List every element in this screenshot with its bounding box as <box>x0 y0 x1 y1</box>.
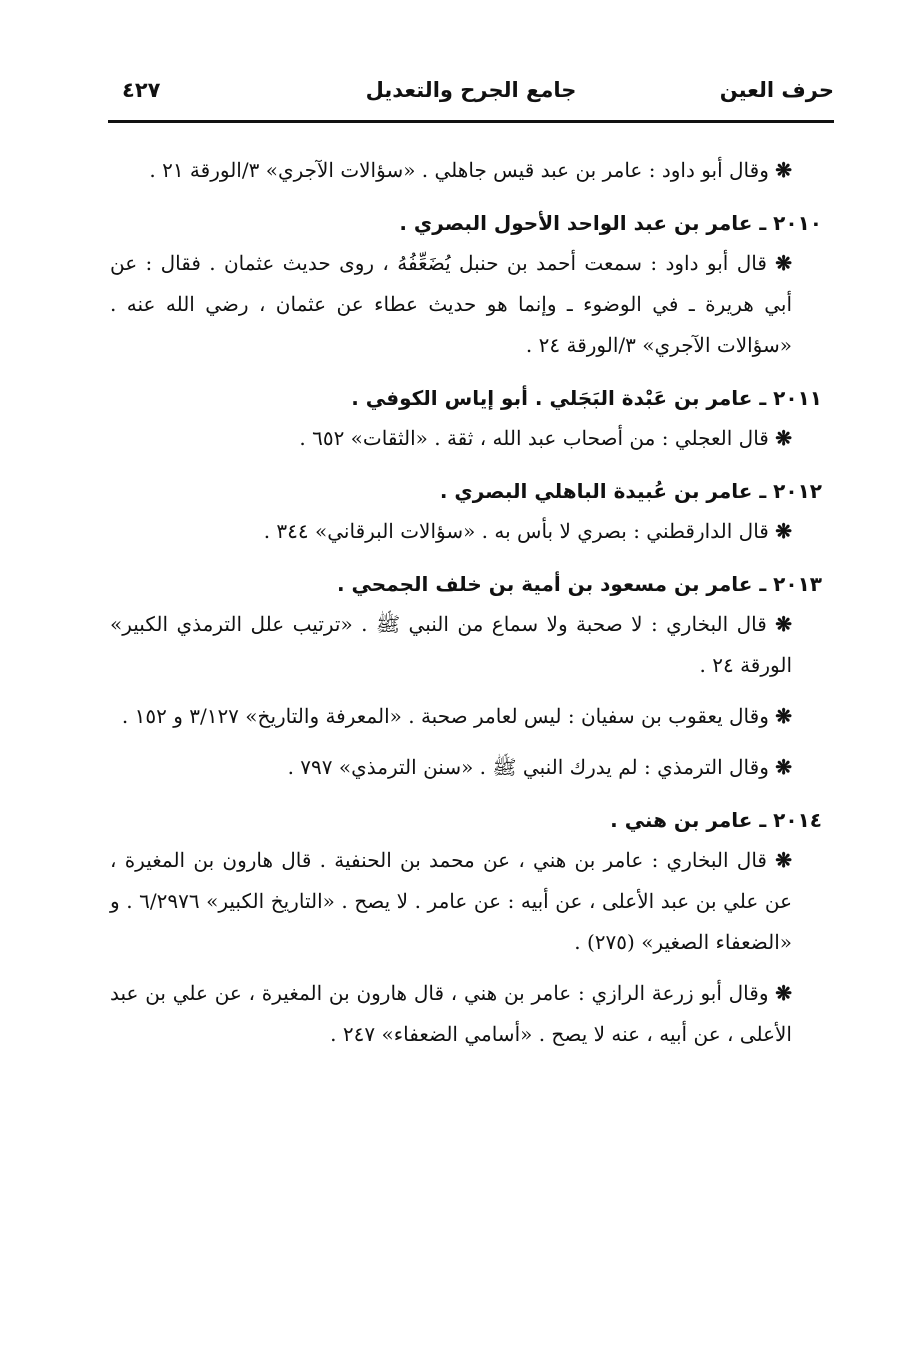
entry-paragraph <box>110 604 822 686</box>
bullet-star-icon: ❋ <box>775 755 792 779</box>
entry-paragraph <box>110 243 822 366</box>
paragraph-text: قال الدارقطني : بصري لا بأس به . «سؤالات البرقاني» ٣٤٤ . <box>263 519 769 543</box>
bullet-star-icon: ❋ <box>775 251 792 275</box>
bullet-star-icon: ❋ <box>775 519 792 543</box>
bullet-star-icon: ❋ <box>775 848 792 872</box>
entry-paragraph <box>110 696 822 737</box>
bullet-star-icon: ❋ <box>775 158 792 182</box>
bullet-star-icon: ❋ <box>775 426 792 450</box>
entry-paragraph <box>110 840 822 963</box>
bullet-star-icon: ❋ <box>775 704 792 728</box>
page-body <box>110 150 822 1065</box>
entry-title: ٢٠١٤ ـ عامر بن هني . <box>610 808 822 832</box>
bullet-star-icon: ❋ <box>775 981 793 1005</box>
entry-paragraph <box>110 973 822 1055</box>
paragraph-text: قال البخاري : لا صحبة ولا سماع من النبي ﷺ . «ترتيب علل الترمذي الكبير» الورقة ٢٤ . <box>110 612 792 677</box>
paragraph-text: قال البخاري : عامر بن هني ، عن محمد بن الحنفية . قال هارون بن المغيرة ، عن علي بن عبد الأعلى ، عن أبيه : عن عامر . لا يصح . «التاريخ الكبير» ٦/٢٩٧٦ . و «الضعفاء الصغير» (٢٧٥) . <box>110 848 793 954</box>
bullet-star-icon: ❋ <box>775 612 793 636</box>
entry-paragraph <box>110 418 822 459</box>
page-number: ٤٢٧ <box>122 78 161 102</box>
entry-title: ٢٠١٣ ـ عامر بن مسعود بن أمية بن خلف الجمحي . <box>337 572 822 596</box>
entry-2010 <box>110 203 822 366</box>
entry-2014 <box>110 800 822 1055</box>
entry-paragraph <box>110 511 822 552</box>
entry-2013 <box>110 564 822 788</box>
entry-paragraph <box>110 747 822 788</box>
paragraph-text: وقال يعقوب بن سفيان : ليس لعامر صحبة . «المعرفة والتاريخ» ٣/١٢٧ و ١٥٢ . <box>121 704 769 728</box>
entry-title: ٢٠١١ ـ عامر بن عَبْدة البَجَلي . أبو إياس الكوفي . <box>351 386 822 410</box>
header-rule <box>108 120 834 123</box>
entry-title: ٢٠١٠ ـ عامر بن عبد الواحد الأحول البصري . <box>399 211 822 235</box>
entry-2011 <box>110 378 822 459</box>
paragraph-text: قال أبو داود : سمعت أحمد بن حنبل يُضَعِّفُهُ ، روى حديث عثمان . فقال : عن أبي هريرة ـ في الوضوء ـ وإنما هو حديث عطاء عن عثمان ، رضي الله عنه . «سؤالات الآجري» ٣/الورقة ٢٤ . <box>110 251 792 357</box>
paragraph-text: وقال الترمذي : لم يدرك النبي ﷺ . «سنن الترمذي» ٧٩٧ . <box>287 755 769 779</box>
paragraph-text: وقال أبو داود : عامر بن عبد قيس جاهلي . «سؤالات الآجري» ٣/الورقة ٢١ . <box>149 158 769 182</box>
book-title: جامع الجرح والتعديل <box>365 78 577 102</box>
continued-paragraph <box>110 150 822 191</box>
entry-2012 <box>110 471 822 552</box>
running-head <box>108 68 834 118</box>
paragraph-text: قال العجلي : من أصحاب عبد الله ، ثقة . «الثقات» ٦٥٢ . <box>299 426 769 450</box>
entry-title: ٢٠١٢ ـ عامر بن عُبيدة الباهلي البصري . <box>439 479 822 503</box>
chapter-heading: حرف العين <box>719 78 834 102</box>
paragraph-text: وقال أبو زرعة الرازي : عامر بن هني ، قال هارون بن المغيرة ، عن علي بن عبد الأعلى ، عن أبيه ، عنه لا يصح . «أسامي الضعفاء» ٢٤٧ . <box>110 981 792 1046</box>
